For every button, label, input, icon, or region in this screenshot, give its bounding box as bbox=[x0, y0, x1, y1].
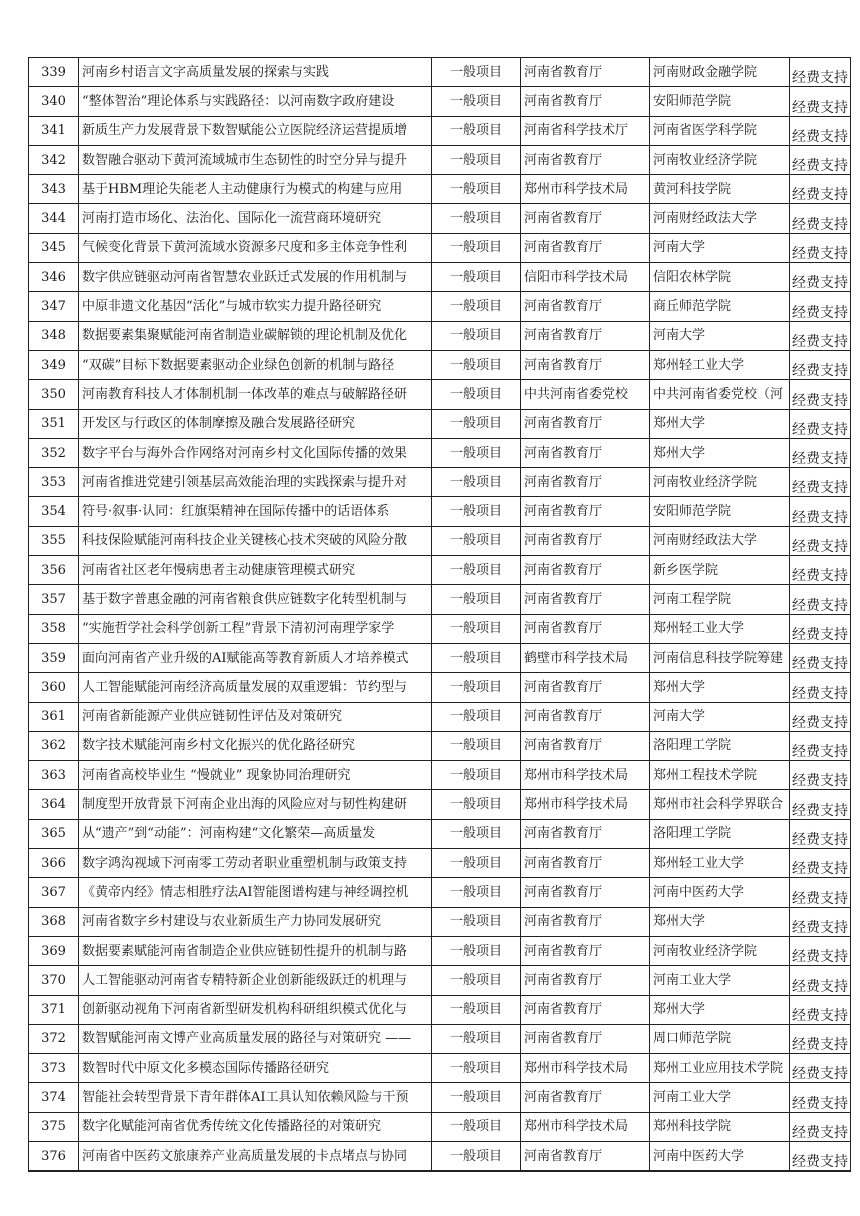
table-row bbox=[29, 526, 851, 555]
project-title: 河南乡村语言文字高质量发展的探索与实践 bbox=[79, 58, 432, 87]
recommending-department: 河南省教育厅 bbox=[521, 145, 650, 174]
project-title: 人工智能驱动河南省专精特新企业创新能级跃迁的机理与 bbox=[79, 966, 432, 995]
row-number: 353 bbox=[29, 468, 79, 497]
table-row bbox=[29, 878, 851, 907]
project-type: 一般项目 bbox=[432, 643, 521, 672]
table-row bbox=[29, 116, 851, 145]
row-number: 344 bbox=[29, 204, 79, 233]
recommending-department: 河南省教育厅 bbox=[521, 233, 650, 262]
recommending-department: 郑州市科学技术局 bbox=[521, 761, 650, 790]
project-type: 一般项目 bbox=[432, 673, 521, 702]
project-type: 一般项目 bbox=[432, 966, 521, 995]
funding-status: 经费支持 bbox=[790, 1083, 851, 1112]
project-title: 数智时代中原文化多模态国际传播路径研究 bbox=[79, 1054, 432, 1083]
applicant-institution: 河南工业大学 bbox=[650, 966, 790, 995]
project-title: 数字技术赋能河南乡村文化振兴的优化路径研究 bbox=[79, 731, 432, 760]
project-title: 河南省推进党建引领基层高效能治理的实践探索与提升对 bbox=[79, 468, 432, 497]
applicant-institution: 郑州科技学院 bbox=[650, 1112, 790, 1141]
applicant-institution: 郑州市社会科学界联合 bbox=[650, 790, 790, 819]
row-number: 371 bbox=[29, 995, 79, 1024]
project-title: 开发区与行政区的体制摩擦及融合发展路径研究 bbox=[79, 409, 432, 438]
table-row bbox=[29, 497, 851, 526]
table-row bbox=[29, 790, 851, 819]
project-title: 新质生产力发展背景下数智赋能公立医院经济运营提质增 bbox=[79, 116, 432, 145]
recommending-department: 河南省教育厅 bbox=[521, 849, 650, 878]
project-type: 一般项目 bbox=[432, 614, 521, 643]
project-type: 一般项目 bbox=[432, 468, 521, 497]
funding-status: 经费支持 bbox=[790, 175, 851, 204]
row-number: 340 bbox=[29, 87, 79, 116]
funding-status: 经费支持 bbox=[790, 1112, 851, 1141]
recommending-department: 郑州市科学技术局 bbox=[521, 790, 650, 819]
table-row bbox=[29, 468, 851, 497]
applicant-institution: 郑州工业应用技术学院 bbox=[650, 1054, 790, 1083]
row-number: 359 bbox=[29, 643, 79, 672]
recommending-department: 河南省教育厅 bbox=[521, 58, 650, 87]
funding-status: 经费支持 bbox=[790, 233, 851, 262]
project-title: 河南省高校毕业生 “慢就业” 现象协同治理研究 bbox=[79, 761, 432, 790]
project-title: 《黄帝内经》情志相胜疗法AI智能图谱构建与神经调控机 bbox=[79, 878, 432, 907]
project-title: 数智赋能河南文博产业高质量发展的路径与对策研究 —— bbox=[79, 1024, 432, 1053]
project-title: 创新驱动视角下河南省新型研发机构科研组织模式优化与 bbox=[79, 995, 432, 1024]
recommending-department: 鹤壁市科学技术局 bbox=[521, 643, 650, 672]
applicant-institution: 河南信息科技学院筹建 bbox=[650, 643, 790, 672]
recommending-department: 河南省教育厅 bbox=[521, 966, 650, 995]
recommending-department: 河南省教育厅 bbox=[521, 878, 650, 907]
recommending-department: 郑州市科学技术局 bbox=[521, 1112, 650, 1141]
applicant-institution: 信阳农林学院 bbox=[650, 263, 790, 292]
project-type: 一般项目 bbox=[432, 790, 521, 819]
table-body bbox=[29, 58, 851, 1172]
applicant-institution: 郑州轻工业大学 bbox=[650, 614, 790, 643]
project-title: 符号·叙事·认同：红旗渠精神在国际传播中的话语体系 bbox=[79, 497, 432, 526]
funding-status: 经费支持 bbox=[790, 1054, 851, 1083]
recommending-department: 河南省教育厅 bbox=[521, 438, 650, 467]
project-title: 河南省数字乡村建设与农业新质生产力协同发展研究 bbox=[79, 907, 432, 936]
recommending-department: 河南省科学技术厅 bbox=[521, 116, 650, 145]
project-type: 一般项目 bbox=[432, 380, 521, 409]
funding-status: 经费支持 bbox=[790, 409, 851, 438]
table-row bbox=[29, 145, 851, 174]
row-number: 347 bbox=[29, 292, 79, 321]
applicant-institution: 河南工业大学 bbox=[650, 1083, 790, 1112]
project-type: 一般项目 bbox=[432, 145, 521, 174]
project-title: 基于数字普惠金融的河南省粮食供应链数字化转型机制与 bbox=[79, 585, 432, 614]
table-row bbox=[29, 204, 851, 233]
row-number: 361 bbox=[29, 702, 79, 731]
table-row bbox=[29, 936, 851, 965]
row-number: 343 bbox=[29, 175, 79, 204]
recommending-department: 河南省教育厅 bbox=[521, 585, 650, 614]
row-number: 342 bbox=[29, 145, 79, 174]
table-row bbox=[29, 175, 851, 204]
project-title: 数据要素集聚赋能河南省制造业碳解锁的理论机制及优化 bbox=[79, 321, 432, 350]
funding-status: 经费支持 bbox=[790, 263, 851, 292]
row-number: 354 bbox=[29, 497, 79, 526]
table-row bbox=[29, 673, 851, 702]
project-type: 一般项目 bbox=[432, 761, 521, 790]
funding-status: 经费支持 bbox=[790, 350, 851, 379]
row-number: 366 bbox=[29, 849, 79, 878]
project-title: 面向河南省产业升级的AI赋能高等教育新质人才培养模式 bbox=[79, 643, 432, 672]
recommending-department: 河南省教育厅 bbox=[521, 1083, 650, 1112]
table-row bbox=[29, 614, 851, 643]
row-number: 345 bbox=[29, 233, 79, 262]
project-type: 一般项目 bbox=[432, 233, 521, 262]
table-row bbox=[29, 966, 851, 995]
row-number: 349 bbox=[29, 350, 79, 379]
applicant-institution: 中共河南省委党校（河 bbox=[650, 380, 790, 409]
row-number: 375 bbox=[29, 1112, 79, 1141]
project-title: 智能社会转型背景下青年群体AI工具认知依赖风险与干预 bbox=[79, 1083, 432, 1112]
funding-status: 经费支持 bbox=[790, 497, 851, 526]
funding-status: 经费支持 bbox=[790, 204, 851, 233]
table-row bbox=[29, 819, 851, 848]
table-row bbox=[29, 380, 851, 409]
project-title: 河南省新能源产业供应链韧性评估及对策研究 bbox=[79, 702, 432, 731]
row-number: 355 bbox=[29, 526, 79, 555]
project-type: 一般项目 bbox=[432, 1141, 521, 1171]
project-type: 一般项目 bbox=[432, 1054, 521, 1083]
recommending-department: 河南省教育厅 bbox=[521, 87, 650, 116]
applicant-institution: 河南财政金融学院 bbox=[650, 58, 790, 87]
table-row bbox=[29, 995, 851, 1024]
recommending-department: 信阳市科学技术局 bbox=[521, 263, 650, 292]
project-type: 一般项目 bbox=[432, 87, 521, 116]
recommending-department: 河南省教育厅 bbox=[521, 673, 650, 702]
project-type: 一般项目 bbox=[432, 1024, 521, 1053]
project-type: 一般项目 bbox=[432, 497, 521, 526]
table-row bbox=[29, 1083, 851, 1112]
project-type: 一般项目 bbox=[432, 556, 521, 585]
funding-status: 经费支持 bbox=[790, 702, 851, 731]
funding-status: 经费支持 bbox=[790, 936, 851, 965]
project-title: 数据要素赋能河南省制造企业供应链韧性提升的机制与路 bbox=[79, 936, 432, 965]
applicant-institution: 郑州工程技术学院 bbox=[650, 761, 790, 790]
project-type: 一般项目 bbox=[432, 292, 521, 321]
project-title: “整体智治”理论体系与实践路径：以河南数字政府建设 bbox=[79, 87, 432, 116]
table-row bbox=[29, 907, 851, 936]
project-type: 一般项目 bbox=[432, 995, 521, 1024]
project-type: 一般项目 bbox=[432, 702, 521, 731]
row-number: 365 bbox=[29, 819, 79, 848]
applicant-institution: 河南大学 bbox=[650, 233, 790, 262]
project-title: 中原非遗文化基因“活化”与城市软实力提升路径研究 bbox=[79, 292, 432, 321]
row-number: 364 bbox=[29, 790, 79, 819]
table-row bbox=[29, 350, 851, 379]
table-row bbox=[29, 1141, 851, 1171]
row-number: 376 bbox=[29, 1141, 79, 1171]
recommending-department: 中共河南省委党校 bbox=[521, 380, 650, 409]
row-number: 351 bbox=[29, 409, 79, 438]
recommending-department: 郑州市科学技术局 bbox=[521, 1054, 650, 1083]
project-title: 数字化赋能河南省优秀传统文化传播路径的对策研究 bbox=[79, 1112, 432, 1141]
funding-status: 经费支持 bbox=[790, 145, 851, 174]
applicant-institution: 安阳师范学院 bbox=[650, 497, 790, 526]
recommending-department: 河南省教育厅 bbox=[521, 702, 650, 731]
funding-status: 经费支持 bbox=[790, 526, 851, 555]
table-row bbox=[29, 761, 851, 790]
project-type: 一般项目 bbox=[432, 116, 521, 145]
project-title: “双碳”目标下数据要素驱动企业绿色创新的机制与路径 bbox=[79, 350, 432, 379]
recommending-department: 河南省教育厅 bbox=[521, 497, 650, 526]
table-row bbox=[29, 702, 851, 731]
funding-status: 经费支持 bbox=[790, 907, 851, 936]
recommending-department: 河南省教育厅 bbox=[521, 556, 650, 585]
recommending-department: 郑州市科学技术局 bbox=[521, 175, 650, 204]
recommending-department: 河南省教育厅 bbox=[521, 350, 650, 379]
project-type: 一般项目 bbox=[432, 907, 521, 936]
funding-status: 经费支持 bbox=[790, 292, 851, 321]
applicant-institution: 郑州大学 bbox=[650, 673, 790, 702]
applicant-institution: 河南省医学科学院 bbox=[650, 116, 790, 145]
project-title: 从“遗产”到“动能”：河南构建“文化繁荣—高质量发 bbox=[79, 819, 432, 848]
applicant-institution: 安阳师范学院 bbox=[650, 87, 790, 116]
recommending-department: 河南省教育厅 bbox=[521, 468, 650, 497]
applicant-institution: 河南中医药大学 bbox=[650, 1141, 790, 1171]
funding-status: 经费支持 bbox=[790, 438, 851, 467]
funding-status: 经费支持 bbox=[790, 468, 851, 497]
row-number: 348 bbox=[29, 321, 79, 350]
project-type: 一般项目 bbox=[432, 175, 521, 204]
row-number: 374 bbox=[29, 1083, 79, 1112]
funding-status: 经费支持 bbox=[790, 643, 851, 672]
row-number: 357 bbox=[29, 585, 79, 614]
recommending-department: 河南省教育厅 bbox=[521, 907, 650, 936]
project-title: 气候变化背景下黄河流域水资源多尺度和多主体竞争性利 bbox=[79, 233, 432, 262]
applicant-institution: 郑州轻工业大学 bbox=[650, 350, 790, 379]
funding-status: 经费支持 bbox=[790, 761, 851, 790]
row-number: 363 bbox=[29, 761, 79, 790]
recommending-department: 河南省教育厅 bbox=[521, 1024, 650, 1053]
applicant-institution: 河南工程学院 bbox=[650, 585, 790, 614]
project-type: 一般项目 bbox=[432, 321, 521, 350]
funding-status: 经费支持 bbox=[790, 380, 851, 409]
project-title: 河南打造市场化、法治化、国际化一流营商环境研究 bbox=[79, 204, 432, 233]
row-number: 362 bbox=[29, 731, 79, 760]
funding-status: 经费支持 bbox=[790, 673, 851, 702]
table-row bbox=[29, 409, 851, 438]
funding-status: 经费支持 bbox=[790, 1141, 851, 1171]
row-number: 373 bbox=[29, 1054, 79, 1083]
recommending-department: 河南省教育厅 bbox=[521, 1141, 650, 1171]
row-number: 368 bbox=[29, 907, 79, 936]
project-title: 制度型开放背景下河南企业出海的风险应对与韧性构建研 bbox=[79, 790, 432, 819]
project-type: 一般项目 bbox=[432, 1112, 521, 1141]
row-number: 367 bbox=[29, 878, 79, 907]
funding-status: 经费支持 bbox=[790, 966, 851, 995]
funding-status: 经费支持 bbox=[790, 731, 851, 760]
applicant-institution: 郑州大学 bbox=[650, 438, 790, 467]
applicant-institution: 洛阳理工学院 bbox=[650, 731, 790, 760]
table-row bbox=[29, 731, 851, 760]
row-number: 356 bbox=[29, 556, 79, 585]
row-number: 370 bbox=[29, 966, 79, 995]
project-type: 一般项目 bbox=[432, 58, 521, 87]
row-number: 360 bbox=[29, 673, 79, 702]
recommending-department: 河南省教育厅 bbox=[521, 614, 650, 643]
row-number: 352 bbox=[29, 438, 79, 467]
project-type: 一般项目 bbox=[432, 350, 521, 379]
row-number: 369 bbox=[29, 936, 79, 965]
table-row bbox=[29, 849, 851, 878]
row-number: 350 bbox=[29, 380, 79, 409]
applicant-institution: 黄河科技学院 bbox=[650, 175, 790, 204]
project-type: 一般项目 bbox=[432, 585, 521, 614]
funding-status: 经费支持 bbox=[790, 878, 851, 907]
funding-status: 经费支持 bbox=[790, 1024, 851, 1053]
project-type: 一般项目 bbox=[432, 526, 521, 555]
row-number: 339 bbox=[29, 58, 79, 87]
funding-status: 经费支持 bbox=[790, 790, 851, 819]
project-list-table bbox=[28, 57, 851, 1172]
funding-status: 经费支持 bbox=[790, 849, 851, 878]
recommending-department: 河南省教育厅 bbox=[521, 526, 650, 555]
applicant-institution: 河南牧业经济学院 bbox=[650, 468, 790, 497]
project-title: 基于HBM理论失能老人主动健康行为模式的构建与应用 bbox=[79, 175, 432, 204]
applicant-institution: 河南财经政法大学 bbox=[650, 526, 790, 555]
applicant-institution: 新乡医学院 bbox=[650, 556, 790, 585]
table-row bbox=[29, 321, 851, 350]
table-row bbox=[29, 585, 851, 614]
row-number: 372 bbox=[29, 1024, 79, 1053]
recommending-department: 河南省教育厅 bbox=[521, 819, 650, 848]
recommending-department: 河南省教育厅 bbox=[521, 321, 650, 350]
project-title: 数智融合驱动下黄河流域城市生态韧性的时空分异与提升 bbox=[79, 145, 432, 174]
project-title: 河南省中医药文旅康养产业高质量发展的卡点堵点与协同 bbox=[79, 1141, 432, 1171]
applicant-institution: 河南大学 bbox=[650, 321, 790, 350]
recommending-department: 河南省教育厅 bbox=[521, 731, 650, 760]
table-row bbox=[29, 1024, 851, 1053]
project-title: 数字鸿沟视域下河南零工劳动者职业重塑机制与政策支持 bbox=[79, 849, 432, 878]
row-number: 346 bbox=[29, 263, 79, 292]
funding-status: 经费支持 bbox=[790, 87, 851, 116]
recommending-department: 河南省教育厅 bbox=[521, 409, 650, 438]
table-row bbox=[29, 643, 851, 672]
table-row bbox=[29, 233, 851, 262]
recommending-department: 河南省教育厅 bbox=[521, 292, 650, 321]
project-type: 一般项目 bbox=[432, 438, 521, 467]
project-title: 科技保险赋能河南科技企业关键核心技术突破的风险分散 bbox=[79, 526, 432, 555]
table-row bbox=[29, 556, 851, 585]
row-number: 341 bbox=[29, 116, 79, 145]
project-type: 一般项目 bbox=[432, 819, 521, 848]
project-title: 河南教育科技人才体制机制一体改革的难点与破解路径研 bbox=[79, 380, 432, 409]
applicant-institution: 河南牧业经济学院 bbox=[650, 145, 790, 174]
applicant-institution: 郑州轻工业大学 bbox=[650, 849, 790, 878]
project-title: 数字平台与海外合作网络对河南乡村文化国际传播的效果 bbox=[79, 438, 432, 467]
project-type: 一般项目 bbox=[432, 409, 521, 438]
applicant-institution: 河南牧业经济学院 bbox=[650, 936, 790, 965]
project-title: 河南省社区老年慢病患者主动健康管理模式研究 bbox=[79, 556, 432, 585]
applicant-institution: 郑州大学 bbox=[650, 995, 790, 1024]
project-title: 数字供应链驱动河南省智慧农业跃迁式发展的作用机制与 bbox=[79, 263, 432, 292]
table-row bbox=[29, 58, 851, 87]
recommending-department: 河南省教育厅 bbox=[521, 936, 650, 965]
project-type: 一般项目 bbox=[432, 1083, 521, 1112]
funding-status: 经费支持 bbox=[790, 556, 851, 585]
applicant-institution: 郑州大学 bbox=[650, 907, 790, 936]
table-row bbox=[29, 1112, 851, 1141]
project-title: “实施哲学社会科学创新工程”背景下清初河南理学家学 bbox=[79, 614, 432, 643]
recommending-department: 河南省教育厅 bbox=[521, 204, 650, 233]
applicant-institution: 河南大学 bbox=[650, 702, 790, 731]
applicant-institution: 周口师范学院 bbox=[650, 1024, 790, 1053]
project-title: 人工智能赋能河南经济高质量发展的双重逻辑：节约型与 bbox=[79, 673, 432, 702]
applicant-institution: 洛阳理工学院 bbox=[650, 819, 790, 848]
project-type: 一般项目 bbox=[432, 263, 521, 292]
applicant-institution: 商丘师范学院 bbox=[650, 292, 790, 321]
funding-status: 经费支持 bbox=[790, 995, 851, 1024]
project-type: 一般项目 bbox=[432, 878, 521, 907]
table-row bbox=[29, 263, 851, 292]
funding-status: 经费支持 bbox=[790, 116, 851, 145]
project-type: 一般项目 bbox=[432, 936, 521, 965]
funding-status: 经费支持 bbox=[790, 819, 851, 848]
applicant-institution: 河南中医药大学 bbox=[650, 878, 790, 907]
funding-status: 经费支持 bbox=[790, 321, 851, 350]
applicant-institution: 郑州大学 bbox=[650, 409, 790, 438]
funding-status: 经费支持 bbox=[790, 585, 851, 614]
project-type: 一般项目 bbox=[432, 204, 521, 233]
table-row bbox=[29, 438, 851, 467]
applicant-institution: 河南财经政法大学 bbox=[650, 204, 790, 233]
table-row bbox=[29, 1054, 851, 1083]
table-row bbox=[29, 87, 851, 116]
project-type: 一般项目 bbox=[432, 849, 521, 878]
row-number: 358 bbox=[29, 614, 79, 643]
table-row bbox=[29, 292, 851, 321]
funding-status: 经费支持 bbox=[790, 58, 851, 87]
project-type: 一般项目 bbox=[432, 731, 521, 760]
recommending-department: 河南省教育厅 bbox=[521, 995, 650, 1024]
funding-status: 经费支持 bbox=[790, 614, 851, 643]
